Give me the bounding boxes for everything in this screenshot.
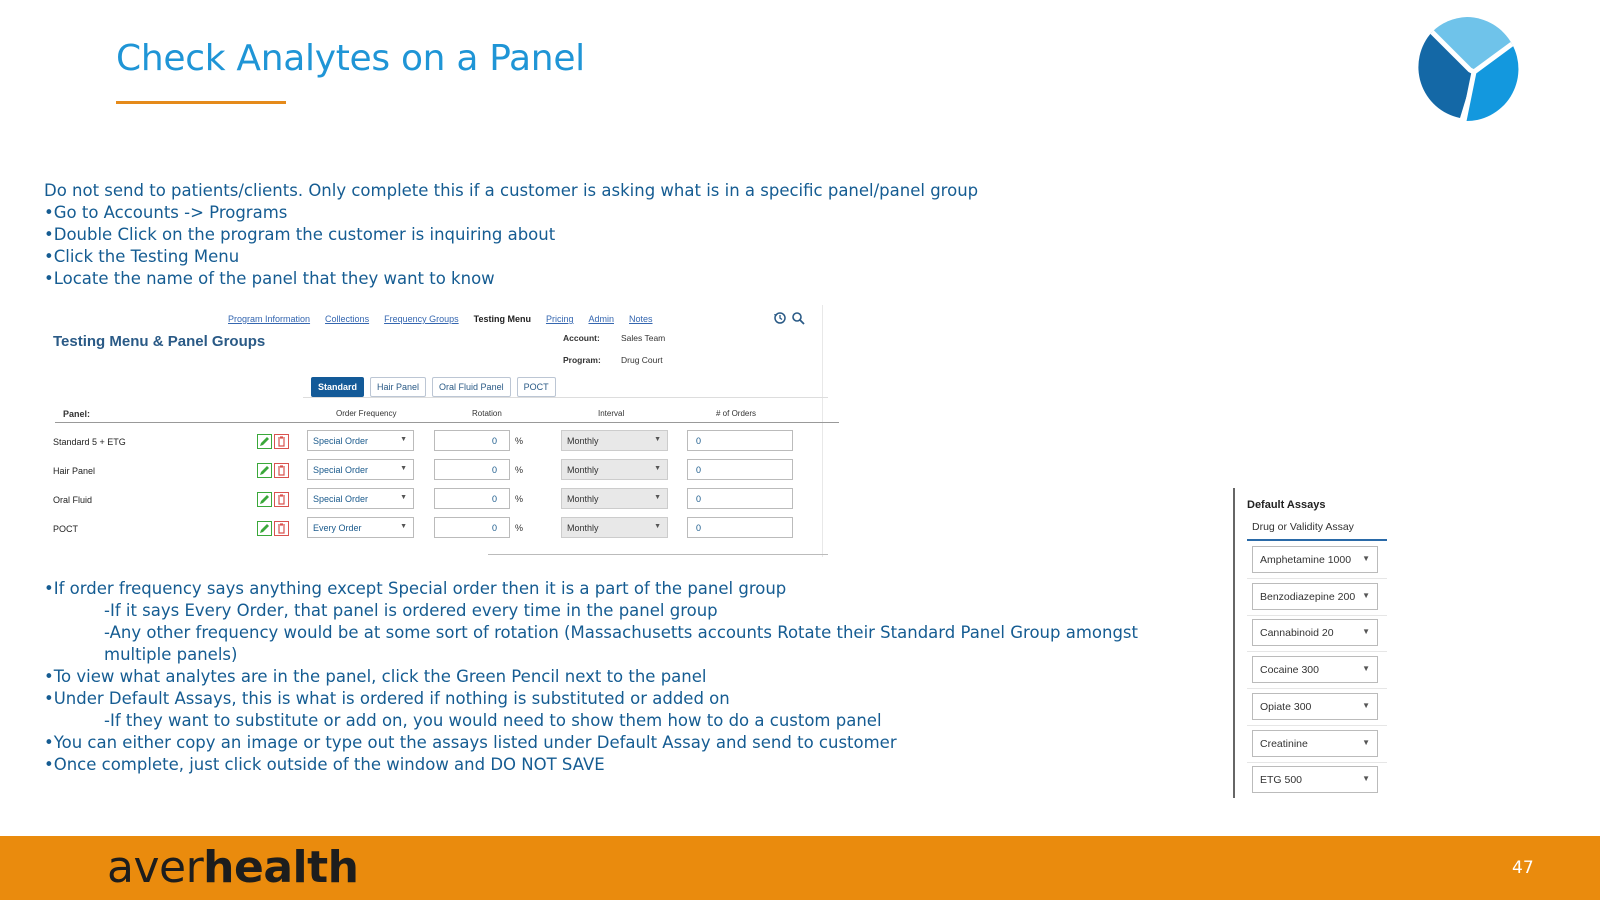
header-orders: # of Orders: [716, 409, 757, 418]
nav-pricing[interactable]: Pricing: [545, 314, 574, 324]
header-rotation: Rotation: [472, 409, 502, 418]
interval-select[interactable]: [561, 459, 668, 480]
caret-down-icon: ▼: [654, 436, 661, 443]
assay-value: Amphetamine 1000: [1260, 554, 1352, 566]
table-row: [43, 517, 843, 541]
toolbar-icons: [773, 311, 805, 325]
edit-pencil-icon[interactable]: [257, 492, 272, 507]
delete-trash-icon[interactable]: [274, 521, 289, 536]
assay-select[interactable]: [1252, 693, 1378, 720]
orders-input[interactable]: 0: [687, 459, 793, 480]
assay-value: ETG 500: [1260, 774, 1303, 786]
orders-input[interactable]: 0: [687, 488, 793, 509]
slide-title: Check Analytes on a Panel: [116, 38, 585, 79]
order-frequency-value: Every Order: [313, 523, 362, 533]
tab-oral-fluid-panel[interactable]: Oral Fluid Panel: [432, 377, 511, 397]
edit-pencil-icon[interactable]: [257, 434, 272, 449]
assay-value: Creatinine: [1260, 738, 1308, 750]
footer-bar: [0, 836, 1600, 900]
rotation-input[interactable]: 0: [434, 459, 510, 480]
header-panel: Panel:: [63, 409, 91, 419]
caret-down-icon: ▼: [400, 494, 407, 501]
intro-line: •Double Click on the program the customer is inquiring about: [44, 225, 556, 244]
table-row: [43, 430, 843, 454]
interval-select[interactable]: [561, 488, 668, 509]
instruction-line: •If order frequency says anything except Special order then it is a part of the panel group: [44, 579, 787, 598]
history-icon[interactable]: [773, 311, 787, 325]
instruction-line: •Once complete, just click outside of the window and DO NOT SAVE: [44, 755, 605, 774]
instruction-line: -Any other frequency would be at some sort of rotation (Massachusetts accounts Rotate their Standard Panel Group amongst multiple panels): [104, 623, 1138, 664]
caret-down-icon: ▼: [1362, 664, 1370, 673]
program-nav: [228, 314, 653, 324]
order-frequency-value: Special Order: [313, 494, 369, 504]
caret-down-icon: ▼: [1362, 701, 1370, 710]
instruction-line: -If they want to substitute or add on, you would need to show them how to do a custom panel: [104, 711, 882, 730]
caret-down-icon: ▼: [654, 523, 661, 530]
intro-line: Do not send to patients/clients. Only complete this if a customer is asking what is in a specific panel/panel group: [44, 181, 979, 200]
company-logo-icon: [1412, 14, 1522, 124]
order-frequency-select[interactable]: [307, 517, 414, 538]
nav-collections[interactable]: Collections: [325, 314, 370, 324]
delete-trash-icon[interactable]: [274, 463, 289, 478]
table-row: [43, 488, 843, 512]
interval-select[interactable]: [561, 430, 668, 451]
rotation-input[interactable]: 0: [434, 517, 510, 538]
account-label: Account:: [563, 333, 600, 343]
program-label: Program:: [563, 355, 601, 365]
order-frequency-value: Special Order: [313, 465, 369, 475]
assay-value: Cannabinoid 20: [1260, 627, 1334, 639]
interval-select[interactable]: [561, 517, 668, 538]
interval-value: Monthly: [567, 465, 599, 475]
assay-select[interactable]: [1252, 730, 1378, 757]
edit-pencil-icon[interactable]: [257, 521, 272, 536]
assay-value: Opiate 300: [1260, 701, 1312, 713]
panel-name: Oral Fluid: [53, 495, 93, 505]
nav-admin[interactable]: Admin: [588, 314, 614, 324]
instruction-line: •Under Default Assays, this is what is ordered if nothing is substituted or added on: [44, 689, 730, 708]
testing-menu-title: Testing Menu & Panel Groups: [53, 333, 266, 350]
assay-select[interactable]: [1252, 619, 1378, 646]
caret-down-icon: ▼: [1362, 627, 1370, 636]
order-frequency-value: Special Order: [313, 436, 369, 446]
order-frequency-select[interactable]: [307, 459, 414, 480]
assay-select[interactable]: [1252, 546, 1378, 573]
interval-value: Monthly: [567, 494, 599, 504]
tab-divider: [303, 397, 828, 398]
program-value: Drug Court: [621, 355, 663, 365]
order-frequency-select[interactable]: [307, 488, 414, 509]
interval-value: Monthly: [567, 436, 599, 446]
percent-label: %: [515, 465, 524, 475]
header-divider: [55, 422, 839, 423]
nav-notes[interactable]: Notes: [629, 314, 653, 324]
panel-name: Hair Panel: [53, 466, 96, 476]
assay-value: Benzodiazepine 200: [1260, 591, 1356, 603]
caret-down-icon: ▼: [400, 523, 407, 530]
header-order-frequency: Order Frequency: [336, 409, 397, 418]
caret-down-icon: ▼: [654, 494, 661, 501]
assay-select[interactable]: [1252, 656, 1378, 683]
search-icon[interactable]: [791, 311, 805, 325]
order-frequency-select[interactable]: [307, 430, 414, 451]
percent-label: %: [515, 436, 524, 446]
delete-trash-icon[interactable]: [274, 434, 289, 449]
account-value: Sales Team: [621, 333, 666, 343]
header-interval: Interval: [598, 409, 625, 418]
table-row: [43, 459, 843, 483]
percent-label: %: [515, 494, 524, 504]
page-number: 47: [1512, 858, 1534, 878]
program-info: [563, 355, 663, 365]
brand-text-light: aver: [107, 842, 204, 893]
edit-pencil-icon[interactable]: [257, 463, 272, 478]
caret-down-icon: ▼: [654, 465, 661, 472]
caret-down-icon: ▼: [400, 465, 407, 472]
testing-menu-screenshot: [43, 305, 823, 557]
assay-select[interactable]: [1252, 766, 1378, 793]
panel-name: POCT: [53, 524, 79, 534]
rotation-input[interactable]: 0: [434, 488, 510, 509]
instructions-text: [44, 578, 1184, 776]
assays-underline: [1247, 539, 1387, 541]
caret-down-icon: ▼: [1362, 738, 1370, 747]
caret-down-icon: ▼: [1362, 774, 1370, 783]
brand-text-bold: health: [203, 842, 359, 893]
default-assays-subtitle: Drug or Validity Assay: [1252, 521, 1354, 533]
intro-line: •Locate the name of the panel that they want to know: [44, 269, 495, 288]
account-info: [563, 333, 665, 343]
nav-program-information[interactable]: Program Information: [228, 314, 311, 324]
default-assays-title: Default Assays: [1247, 499, 1326, 511]
instruction-line: •To view what analytes are in the panel, click the Green Pencil next to the panel: [44, 667, 707, 686]
panel-group-tabs: [311, 377, 556, 397]
orders-input[interactable]: 0: [687, 430, 793, 451]
intro-line: •Go to Accounts -> Programs: [44, 203, 288, 222]
instruction-line: -If it says Every Order, that panel is ordered every time in the panel group: [104, 601, 718, 620]
nav-testing-menu[interactable]: Testing Menu: [473, 314, 531, 324]
title-underline: [116, 101, 286, 104]
intro-text: [44, 180, 978, 290]
caret-down-icon: ▼: [400, 436, 407, 443]
tab-hair-panel[interactable]: Hair Panel: [370, 377, 426, 397]
brand-logo: [107, 842, 358, 893]
default-assays-screenshot: [1233, 488, 1393, 798]
rotation-input[interactable]: 0: [434, 430, 510, 451]
caret-down-icon: ▼: [1362, 554, 1370, 563]
assay-value: Cocaine 300: [1260, 664, 1319, 676]
intro-line: •Click the Testing Menu: [44, 247, 240, 266]
assay-select[interactable]: [1252, 583, 1378, 610]
orders-input[interactable]: 0: [687, 517, 793, 538]
percent-label: %: [515, 523, 524, 533]
caret-down-icon: ▼: [1362, 591, 1370, 600]
table-bottom-line: [488, 554, 828, 555]
instruction-line: •You can either copy an image or type out the assays listed under Default Assay and send to customer: [44, 733, 897, 752]
interval-value: Monthly: [567, 523, 599, 533]
nav-frequency-groups[interactable]: Frequency Groups: [384, 314, 459, 324]
tab-standard[interactable]: Standard: [311, 377, 364, 397]
tab-poct[interactable]: POCT: [517, 377, 556, 397]
delete-trash-icon[interactable]: [274, 492, 289, 507]
panel-name: Standard 5 + ETG: [53, 437, 126, 447]
